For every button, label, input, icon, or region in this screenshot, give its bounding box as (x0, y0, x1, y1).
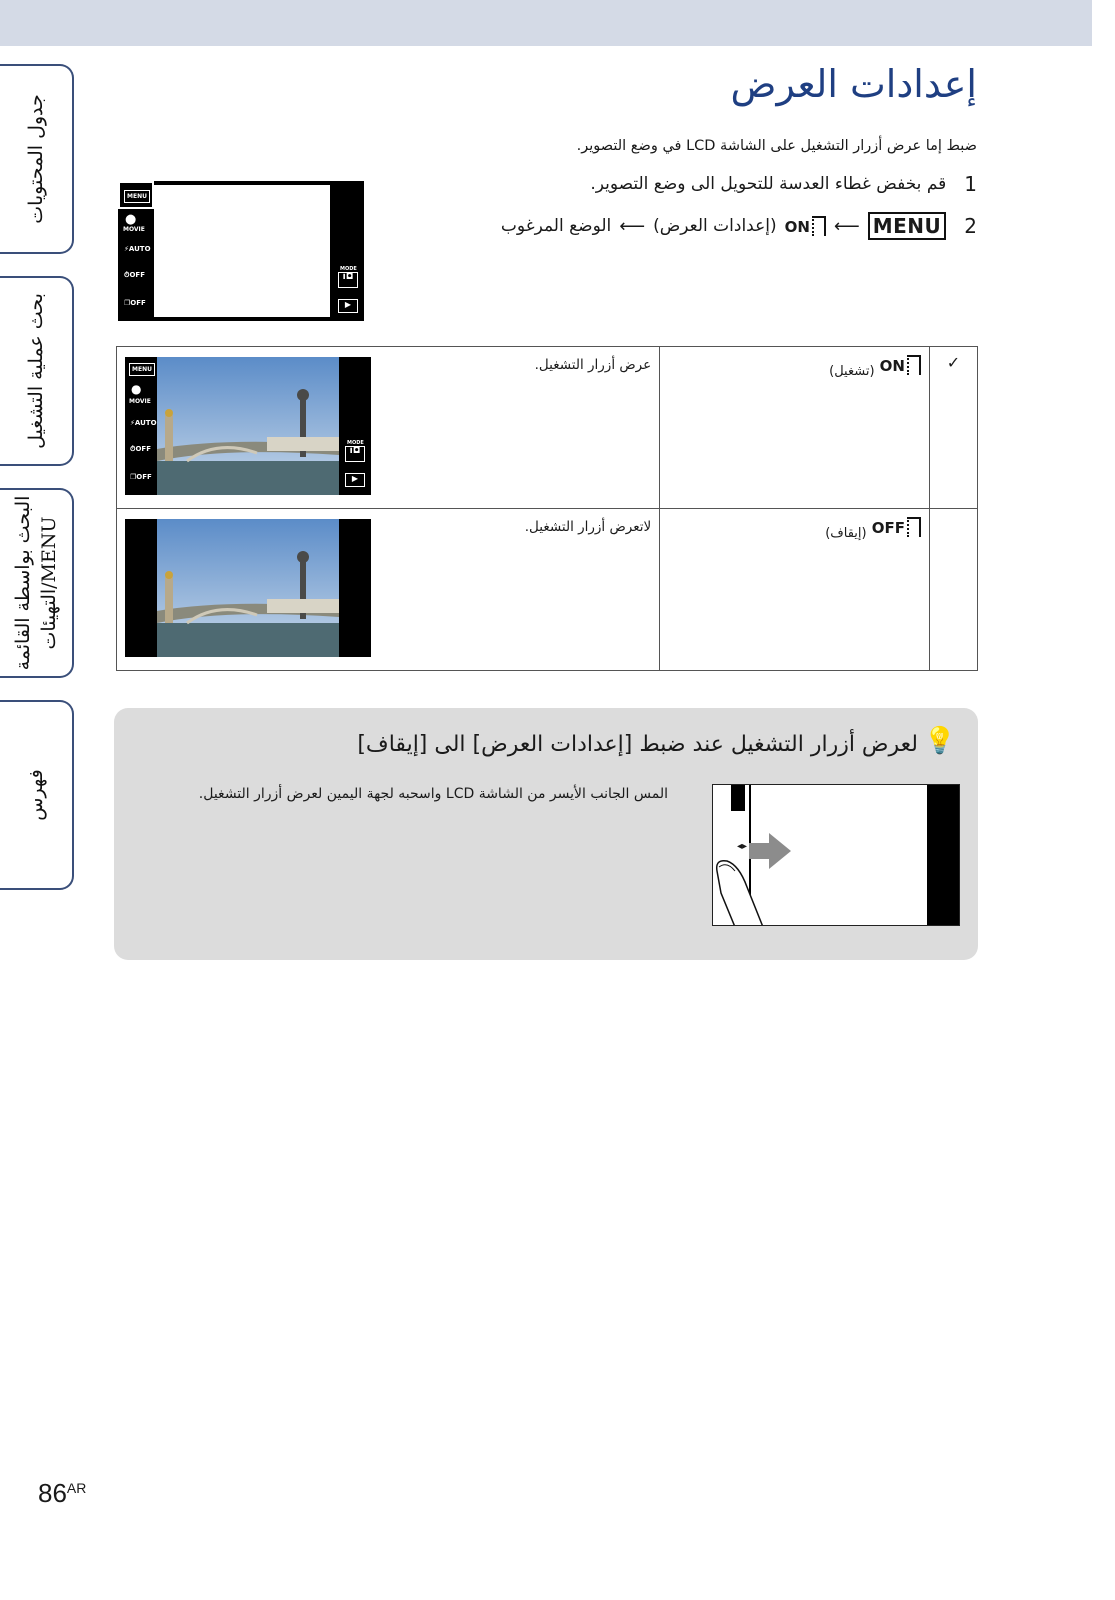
setting-name: (إعدادات العرض) (653, 216, 777, 236)
finger-icon (713, 857, 793, 926)
setting-name-cell (660, 347, 930, 509)
setting-name: (تشغيل) (829, 364, 875, 379)
setting-description: عرض أزرار التشغيل. (534, 357, 652, 373)
display-on-icon: ON (880, 355, 921, 375)
preview-cell (117, 347, 660, 509)
burst-icon: ❐OFF (124, 299, 146, 307)
camera-screen-shooting (118, 181, 364, 321)
bridge-photo (157, 357, 339, 495)
tab-menu-settings-search[interactable] (0, 488, 74, 678)
setting-description: لاتعرض أزرار التشغيل. (524, 519, 652, 535)
tab-label: جدول المحتويات (25, 94, 47, 224)
tab-label (10, 496, 62, 671)
movie-label: MOVIE (129, 398, 151, 405)
page-title: إعدادات العرض (730, 62, 977, 106)
intro-text: ضبط إما عرض أزرار التشغيل على الشاشة LCD في وضع التصوير. (576, 138, 977, 154)
movie-label: MOVIE (123, 226, 145, 233)
page-suffix: AR (66, 1480, 87, 1496)
self-timer-icon: ⏱OFF (130, 445, 151, 453)
flash-icon: ⚡AUTO (130, 419, 157, 427)
setting-name-cell (660, 509, 930, 671)
tab-label: فهرس (25, 769, 47, 821)
step-number: 1 (964, 172, 977, 196)
tab-table-of-contents[interactable] (0, 64, 74, 254)
tab-label-line2: التهيئات/MENU (38, 516, 60, 650)
step-1 (590, 172, 977, 196)
step-number: 2 (964, 214, 977, 238)
tab-index[interactable] (0, 700, 74, 890)
lightbulb-icon: 💡 (923, 726, 956, 756)
mode-label: MODE (347, 440, 364, 446)
settings-table (116, 346, 978, 671)
bridge-photo (157, 519, 339, 657)
camera-mode-icon: i◘ (338, 272, 358, 288)
step-end-text: الوضع المرغوب (500, 216, 612, 236)
setting-name: (إيقاف) (825, 526, 867, 541)
self-timer-icon: ⏱OFF (124, 271, 145, 279)
mode-label: MODE (340, 266, 357, 272)
checkmark-icon: ✓ (946, 353, 961, 372)
camera-mode-icon: i◘ (345, 446, 365, 462)
tab-label: بحث عملية التشغيل (25, 293, 47, 449)
tab-label-line1: البحث بواسطة القائمة (12, 495, 34, 671)
check-cell (929, 509, 977, 671)
table-row (117, 347, 978, 509)
playback-icon: ▶ (345, 473, 365, 487)
movie-icon: ● (125, 212, 137, 227)
display-on-icon: ON (785, 216, 826, 236)
tip-title: لعرض أزرار التشغيل عند ضبط [إعدادات العرض] الى [إيقاف] (357, 732, 918, 757)
header-band (0, 0, 1092, 46)
menu-icon: MENU (124, 190, 150, 203)
arrow-left-icon: ⟵ (833, 215, 860, 237)
flash-icon: ⚡AUTO (124, 245, 151, 253)
display-off-icon: OFF (872, 517, 921, 537)
page-number: $86^{AR}$ (38, 1478, 87, 1508)
arrow-left-icon: ⟵ (619, 215, 646, 237)
tip-text: المس الجانب الأيسر من الشاشة LCD واسحبه لجهة اليمين لعرض أزرار التشغيل. (198, 786, 668, 802)
table-row (117, 509, 978, 671)
camera-screen-on (125, 357, 371, 495)
tab-operation-search[interactable] (0, 276, 74, 466)
playback-icon: ▶ (338, 299, 358, 313)
drag-handle-icon: ◂▸ (737, 841, 748, 852)
burst-icon: ❐OFF (130, 473, 152, 481)
menu-button-icon: MENU (868, 212, 947, 240)
menu-icon: MENU (129, 363, 155, 376)
movie-icon: ● (131, 382, 142, 396)
step-text: قم بخفض غطاء العدسة للتحويل الى وضع التصوير. (590, 174, 947, 194)
camera-screen-off (125, 519, 371, 657)
swipe-illustration (712, 784, 960, 926)
preview-cell (117, 509, 660, 671)
tip-box (114, 708, 978, 960)
step-2 (501, 212, 977, 240)
check-cell (929, 347, 977, 509)
